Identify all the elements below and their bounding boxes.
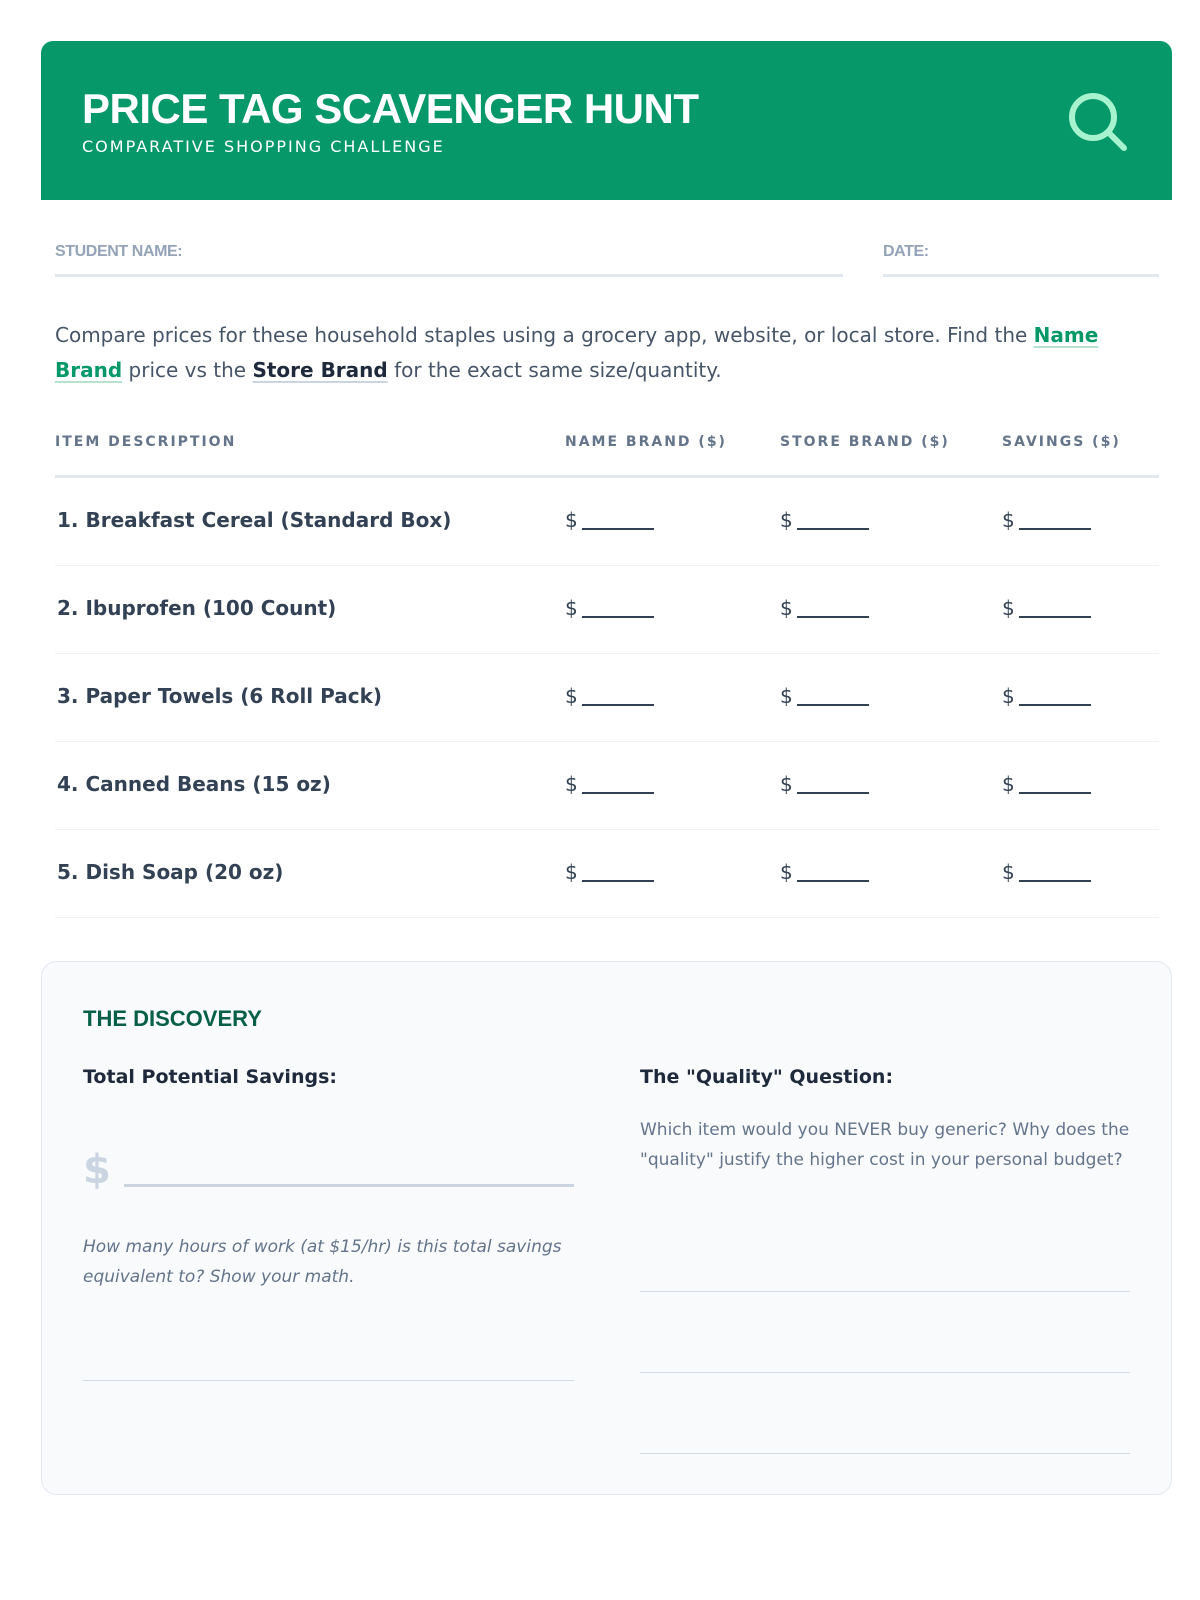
- item-description: 4. Canned Beans (15 oz): [57, 772, 331, 796]
- instructions: [55, 318, 1165, 388]
- table-row: [55, 566, 1159, 654]
- savings-blank[interactable]: [1002, 860, 1091, 884]
- store-brand-price-blank[interactable]: [780, 684, 869, 708]
- name-brand-highlight: Name Brand: [55, 323, 1099, 382]
- store-brand-price-blank[interactable]: [780, 508, 869, 532]
- store-brand-price-blank[interactable]: [780, 860, 869, 884]
- column-header-savings: SAVINGS ($): [1002, 434, 1121, 450]
- name-brand-price-blank[interactable]: [565, 772, 654, 796]
- worksheet-title: PRICE TAG SCAVENGER HUNT: [82, 85, 699, 132]
- currency-symbol: $: [565, 860, 578, 884]
- table-row: [55, 830, 1159, 918]
- item-description: 1. Breakfast Cereal (Standard Box): [57, 508, 452, 532]
- total-savings-dollar: $: [83, 1147, 111, 1193]
- column-header-name-brand: NAME BRAND ($): [565, 434, 727, 450]
- savings-blank[interactable]: [1002, 772, 1091, 796]
- quality-answer-line-2[interactable]: [640, 1372, 1130, 1373]
- name-brand-price-blank[interactable]: [565, 596, 654, 620]
- total-savings-label: Total Potential Savings:: [83, 1066, 337, 1088]
- hours-answer-line[interactable]: [83, 1380, 574, 1381]
- currency-symbol: $: [565, 772, 578, 796]
- currency-symbol: $: [1002, 596, 1015, 620]
- savings-blank[interactable]: [1002, 508, 1091, 532]
- name-brand-price-blank[interactable]: [565, 684, 654, 708]
- currency-symbol: $: [780, 860, 793, 884]
- student-name-field[interactable]: [55, 241, 843, 277]
- price-table: [55, 422, 1159, 918]
- savings-blank[interactable]: [1002, 684, 1091, 708]
- instructions-text-3: for the exact same size/quantity.: [387, 358, 722, 382]
- column-header-item: ITEM DESCRIPTION: [55, 434, 237, 450]
- hours-prompt: How many hours of work (at $15/hr) is this total savings equivalent to? Show your math.: [83, 1237, 562, 1287]
- savings-blank[interactable]: [1002, 596, 1091, 620]
- store-brand-price-blank[interactable]: [780, 596, 869, 620]
- table-row: [55, 654, 1159, 742]
- quality-answer-line-3[interactable]: [640, 1453, 1130, 1454]
- store-brand-highlight: Store Brand: [252, 358, 388, 382]
- store-brand-price-blank[interactable]: [780, 772, 869, 796]
- currency-symbol: $: [1002, 860, 1015, 884]
- currency-symbol: $: [565, 508, 578, 532]
- quality-prompt: Which item would you NEVER buy generic? Why does the "quality" justify the higher cost in your personal budget?: [640, 1120, 1130, 1170]
- student-name-label: STUDENT NAME:: [55, 243, 183, 260]
- date-field[interactable]: [883, 241, 1159, 277]
- item-description: 5. Dish Soap (20 oz): [57, 860, 284, 884]
- discovery-title: THE DISCOVERY: [83, 1006, 262, 1031]
- quality-question-label: The "Quality" Question:: [640, 1066, 894, 1088]
- currency-symbol: $: [780, 684, 793, 708]
- currency-symbol: $: [1002, 684, 1015, 708]
- currency-symbol: $: [565, 684, 578, 708]
- currency-symbol: $: [565, 596, 578, 620]
- date-label: DATE:: [883, 243, 929, 260]
- total-savings-blank[interactable]: [124, 1184, 574, 1187]
- instructions-text-1: Compare prices for these household staples using a grocery app, website, or local store. Find the: [55, 323, 1034, 347]
- table-row: [55, 478, 1159, 566]
- worksheet-header: [41, 41, 1172, 200]
- currency-symbol: $: [1002, 772, 1015, 796]
- item-description: 3. Paper Towels (6 Roll Pack): [57, 684, 383, 708]
- table-header: [55, 422, 1159, 478]
- item-description: 2. Ibuprofen (100 Count): [57, 596, 337, 620]
- currency-symbol: $: [780, 772, 793, 796]
- name-brand-price-blank[interactable]: [565, 508, 654, 532]
- quality-answer-line-1[interactable]: [640, 1291, 1130, 1292]
- currency-symbol: $: [1002, 508, 1015, 532]
- discovery-panel: [41, 961, 1172, 1495]
- name-brand-price-blank[interactable]: [565, 860, 654, 884]
- table-row: [55, 742, 1159, 830]
- worksheet-subtitle: COMPARATIVE SHOPPING CHALLENGE: [82, 137, 445, 156]
- search-icon: [1067, 91, 1129, 153]
- column-header-store-brand: STORE BRAND ($): [780, 434, 950, 450]
- instructions-text-2: price vs the: [122, 358, 253, 382]
- currency-symbol: $: [780, 596, 793, 620]
- currency-symbol: $: [780, 508, 793, 532]
